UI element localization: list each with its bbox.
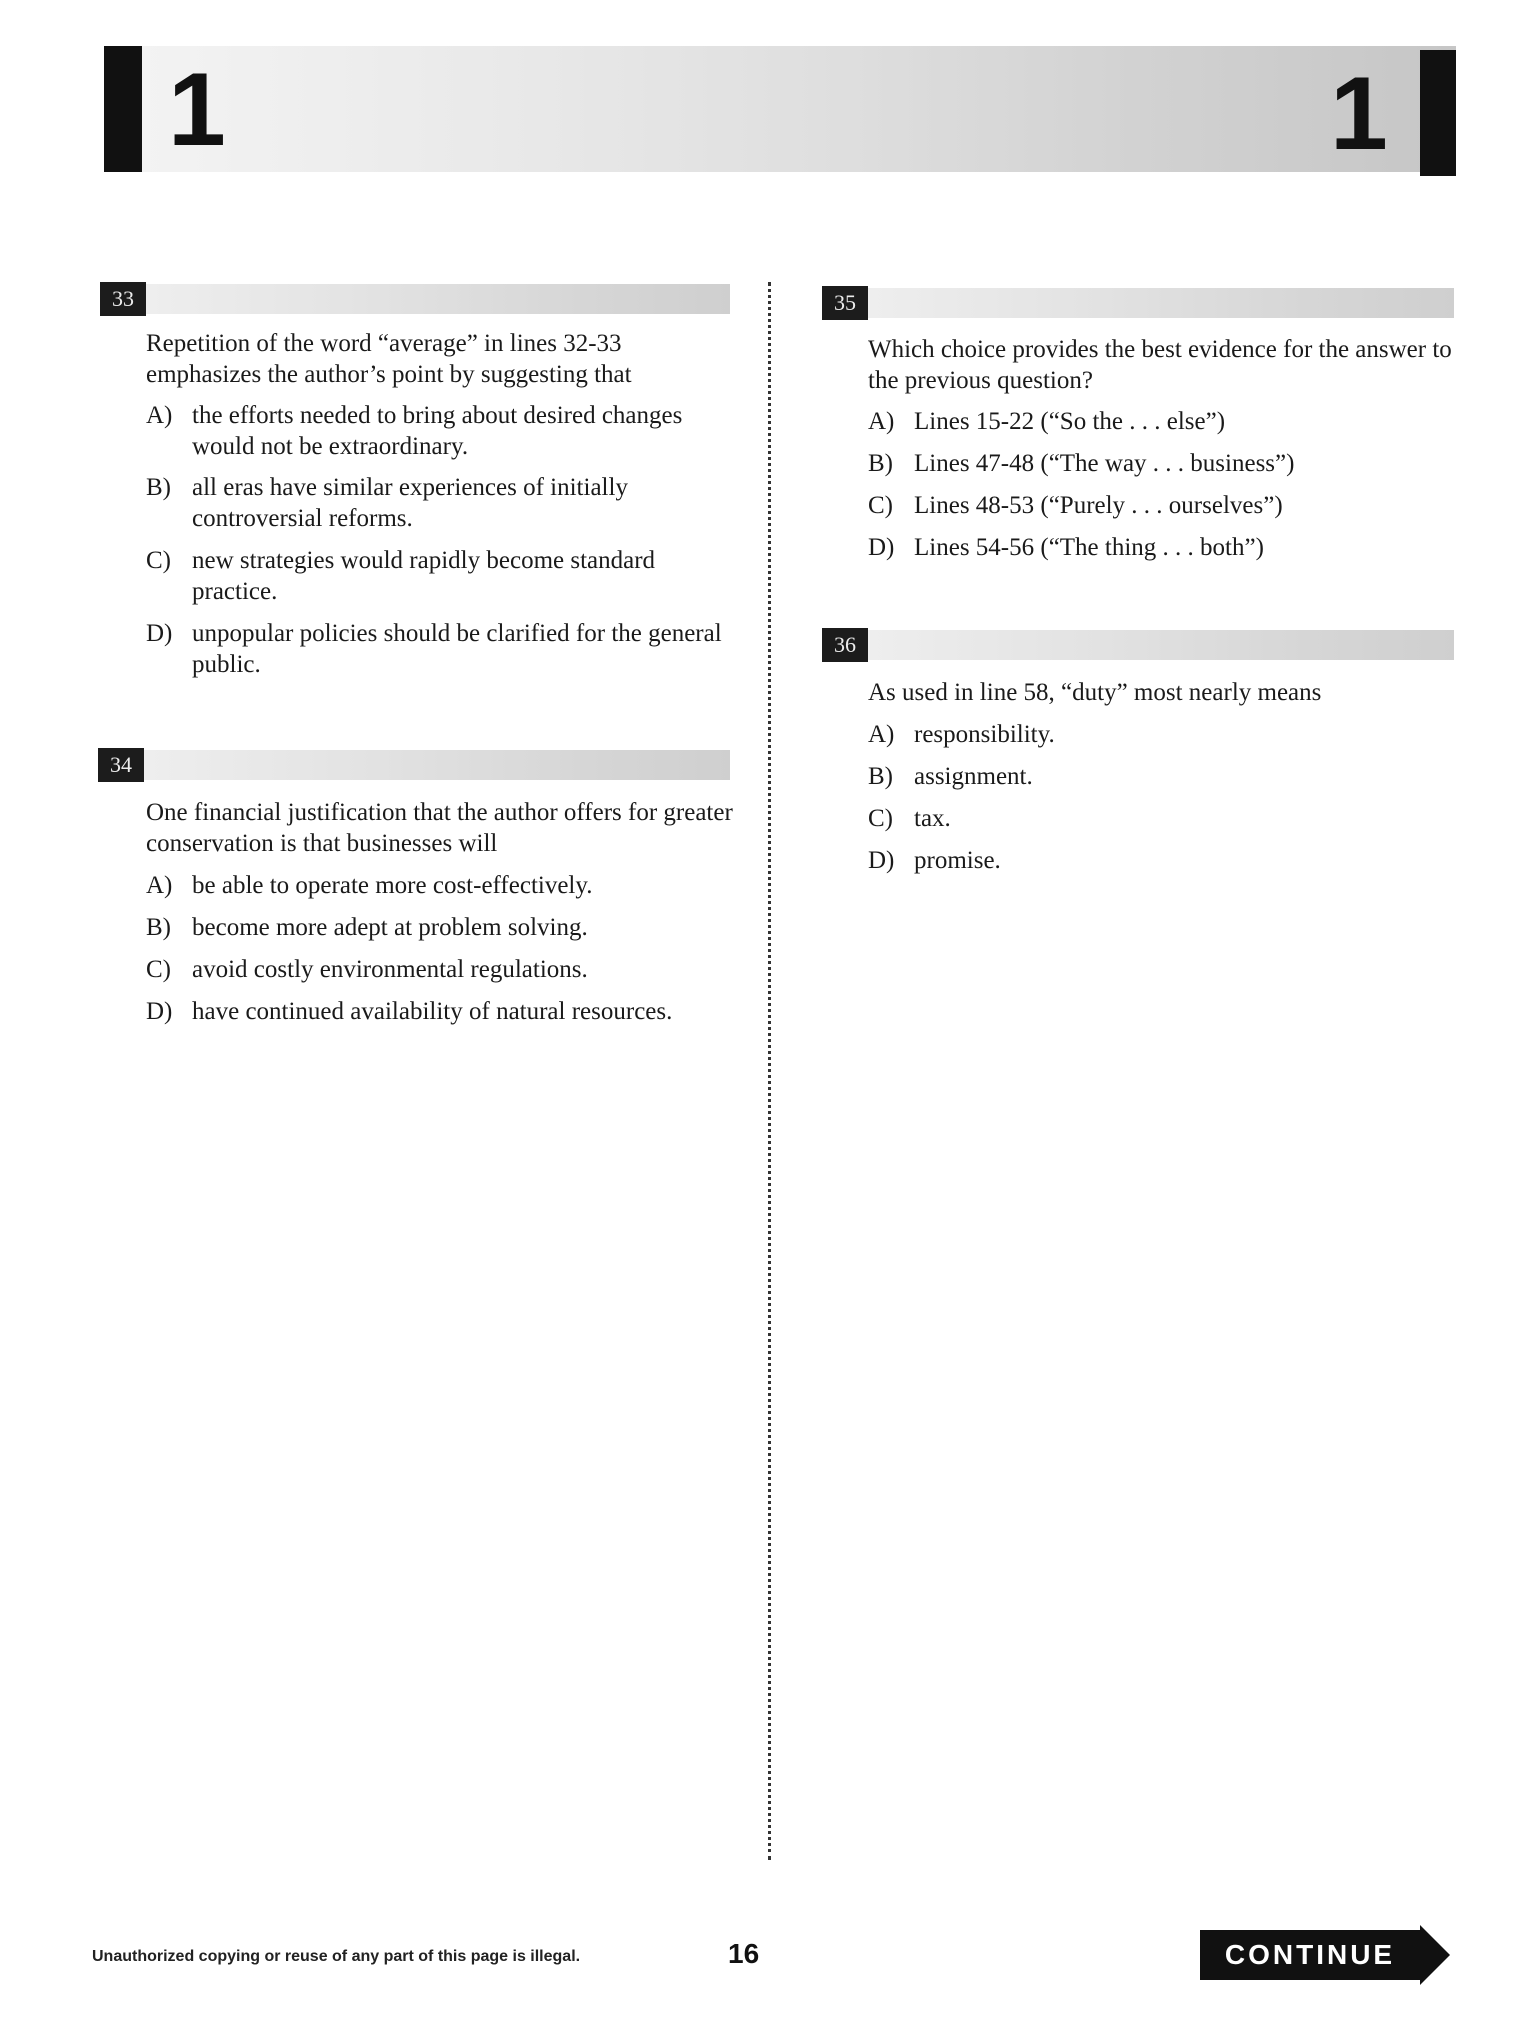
choice-text: unpopular policies should be clarified for the general public. [192, 620, 722, 678]
question-33-choice-c[interactable] [146, 545, 736, 607]
question-35-choice-d[interactable] [868, 532, 1458, 563]
continue-arrow-icon [1420, 1925, 1450, 1985]
choice-letter: B) [868, 763, 893, 790]
question-header-band [868, 630, 1454, 660]
question-33-stem: Repetition of the word “average” in lines 32-33 emphasizes the author’s point by suggesting that [146, 330, 632, 388]
choice-letter: C) [146, 547, 171, 574]
question-34-header [98, 748, 730, 782]
section-number-right: 1 [1330, 56, 1388, 172]
question-35-choice-b[interactable] [868, 448, 1458, 479]
page-number: 16 [728, 1938, 760, 1969]
question-35-choice-c[interactable] [868, 490, 1458, 521]
choice-letter: C) [146, 956, 171, 983]
question-header-band [868, 288, 1454, 318]
choice-letter: B) [868, 450, 893, 477]
question-header-band [146, 284, 730, 314]
choice-letter: B) [146, 914, 171, 941]
choice-text: responsibility. [914, 721, 1055, 748]
choice-letter: A) [146, 872, 173, 899]
question-34-stem: One financial justification that the author offers for greater conservation is that businesses will [146, 799, 733, 857]
copyright-notice: Unauthorized copying or reuse of any part of this page is illegal. [92, 1948, 581, 1965]
section-number-left: 1 [168, 52, 226, 168]
question-36-choice-b[interactable] [868, 761, 1458, 792]
section-marker-left [104, 46, 142, 172]
choice-letter: D) [146, 998, 173, 1025]
choice-text: be able to operate more cost-effectively. [192, 872, 593, 899]
choice-text: promise. [914, 847, 1001, 874]
question-number: 35 [822, 286, 868, 320]
choice-letter: A) [868, 721, 895, 748]
question-34-choice-d[interactable] [146, 996, 746, 1027]
question-number: 33 [100, 282, 146, 316]
choice-letter: C) [868, 805, 893, 832]
choice-letter: A) [868, 408, 895, 435]
question-36-choice-a[interactable] [868, 719, 1458, 750]
choice-letter: D) [146, 620, 173, 647]
choice-letter: D) [868, 847, 895, 874]
choice-letter: A) [146, 402, 173, 429]
question-36-header [822, 628, 1454, 662]
choice-letter: B) [146, 474, 171, 501]
choice-text: Lines 15-22 (“So the . . . else”) [914, 408, 1226, 435]
question-35-stem: Which choice provides the best evidence for the answer to the previous question? [868, 336, 1452, 394]
question-number: 34 [98, 748, 144, 782]
choice-text: tax. [914, 805, 951, 832]
choice-text: Lines 48-53 (“Purely . . . ourselves”) [914, 492, 1283, 519]
choice-text: all eras have similar experiences of initially controversial reforms. [192, 474, 628, 532]
section-marker-right [1420, 50, 1456, 176]
choice-text: avoid costly environmental regulations. [192, 956, 588, 983]
question-33-choice-b[interactable] [146, 472, 736, 534]
choice-text: Lines 54-56 (“The thing . . . both”) [914, 534, 1264, 561]
choice-text: Lines 47-48 (“The way . . . business”) [914, 450, 1295, 477]
question-33-header [100, 282, 730, 316]
question-34-choice-b[interactable] [146, 912, 746, 943]
question-34-choice-c[interactable] [146, 954, 746, 985]
question-36-stem: As used in line 58, “duty” most nearly means [868, 679, 1322, 706]
question-header-band [144, 750, 730, 780]
choice-text: assignment. [914, 763, 1033, 790]
question-36-choice-c[interactable] [868, 803, 1458, 834]
section-header-bar [104, 46, 1456, 172]
choice-text: become more adept at problem solving. [192, 914, 588, 941]
continue-banner: CONTINUE [1200, 1930, 1420, 1980]
question-33-choice-d[interactable] [146, 618, 736, 680]
choice-letter: C) [868, 492, 893, 519]
choice-text: the efforts needed to bring about desired changes would not be extraordinary. [192, 402, 683, 460]
choice-letter: D) [868, 534, 895, 561]
question-35-header [822, 286, 1454, 320]
question-35-choice-a[interactable] [868, 406, 1458, 437]
choice-text: new strategies would rapidly become standard practice. [192, 547, 656, 605]
column-divider [768, 282, 771, 1860]
choice-text: have continued availability of natural resources. [192, 998, 673, 1025]
question-34-choice-a[interactable] [146, 870, 746, 901]
question-33-choice-a[interactable] [146, 400, 736, 462]
question-36-choice-d[interactable] [868, 845, 1458, 876]
question-number: 36 [822, 628, 868, 662]
